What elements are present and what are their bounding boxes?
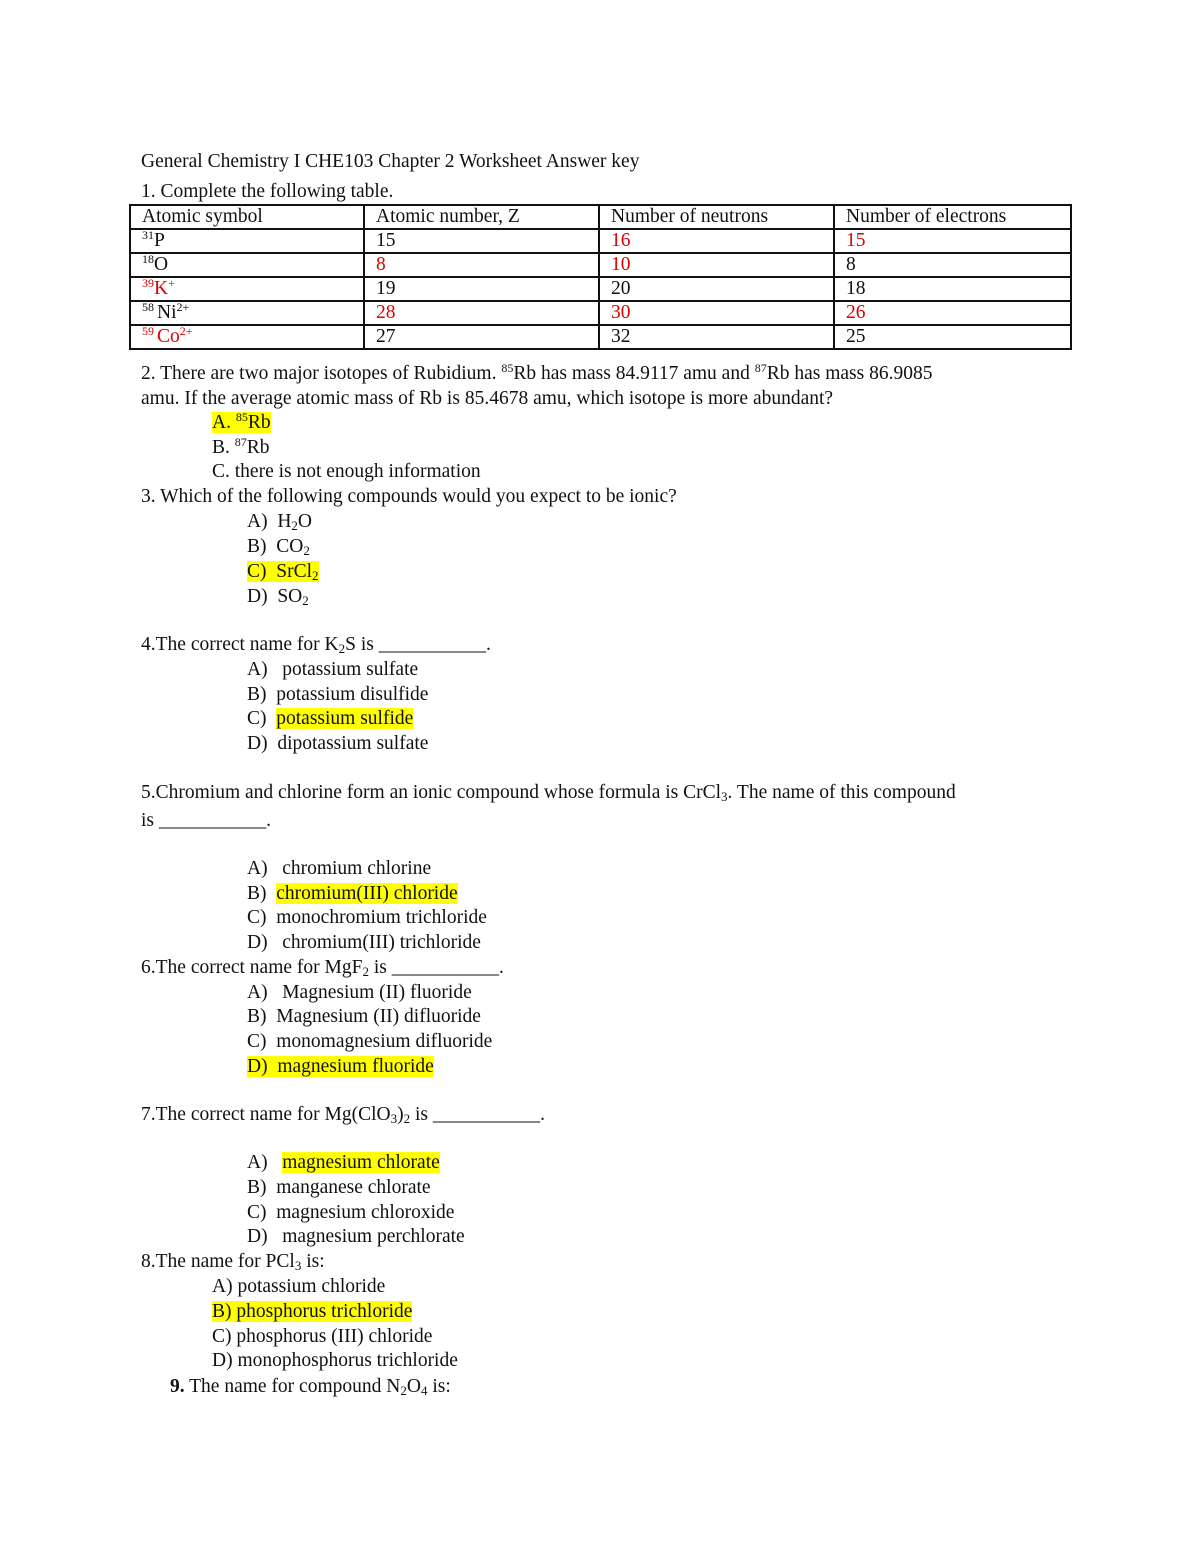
- q3-option-c: [247, 560, 319, 584]
- option-label: D): [247, 1226, 268, 1247]
- option-text: B) phosphorus trichloride: [212, 1301, 413, 1322]
- option-label: A): [247, 659, 268, 680]
- atomic-number-cell: 27: [364, 325, 599, 349]
- subscript: 2: [362, 964, 369, 979]
- option-label: A): [247, 858, 268, 879]
- option-text: magnesium perchlorate: [282, 1226, 465, 1247]
- table-row: [130, 325, 1071, 349]
- subscript: 2: [400, 1383, 407, 1398]
- neutrons-cell: 32: [599, 325, 834, 349]
- question-number: 9.: [170, 1376, 185, 1397]
- answer-highlight: [212, 412, 271, 433]
- option-text: dipotassium sulfate: [277, 733, 429, 754]
- q8-text-b: is:: [301, 1251, 325, 1272]
- option-text: H: [277, 511, 292, 532]
- q4-prompt: [141, 633, 491, 657]
- table-row: [130, 301, 1071, 325]
- q2-text-a: 2. There are two major isotopes of Rubidium.: [141, 363, 502, 384]
- q3-prompt: 3. Which of the following compounds would you expect to be ionic?: [141, 486, 677, 507]
- q2-option-c: C. there is not enough information: [212, 461, 481, 482]
- subscript: 2: [291, 518, 298, 533]
- q9-prompt: [170, 1375, 451, 1399]
- q5-text-a: 5.Chromium and chlorine form an ionic compound whose formula is CrCl: [141, 782, 722, 803]
- option-label: A): [247, 982, 268, 1003]
- neutrons-cell: 20: [599, 277, 834, 301]
- subscript: 4: [420, 1383, 428, 1398]
- q1-prompt: 1. Complete the following table.: [141, 181, 394, 202]
- q6-option-a: [247, 981, 472, 1005]
- electrons-cell: 15: [834, 229, 1071, 253]
- option-label: C): [247, 561, 267, 582]
- q5-option-d: [247, 931, 481, 955]
- q8-option-c: C) phosphorus (III) chloride: [212, 1326, 433, 1347]
- neutrons-cell: 10: [599, 253, 834, 277]
- atomic-number-cell: 19: [364, 277, 599, 301]
- option-label: B): [247, 536, 267, 557]
- ion-charge: +: [168, 277, 175, 290]
- option-text: chromium(III) chloride: [276, 883, 458, 904]
- option-text: monochromium trichloride: [276, 907, 487, 928]
- subscript: 3: [390, 1111, 398, 1126]
- subscript: 2: [338, 641, 346, 656]
- option-label: B): [247, 1006, 267, 1027]
- q6-option-b: [247, 1005, 481, 1029]
- option-text: Magnesium (II) difluoride: [276, 1006, 481, 1027]
- table-row: [130, 253, 1071, 277]
- q7-option-a: [247, 1151, 440, 1175]
- q3-option-b: [247, 535, 310, 559]
- option-label: D): [247, 932, 268, 953]
- answer-highlight: [247, 561, 319, 582]
- q7-option-d: [247, 1225, 465, 1249]
- answer-highlight: [247, 1056, 434, 1077]
- option-text: magnesium fluoride: [277, 1056, 434, 1077]
- q8-prompt: [141, 1250, 325, 1274]
- q2-prompt-line1: [141, 362, 932, 386]
- option-text: potassium disulfide: [276, 684, 429, 705]
- q8-option-a: A) potassium chloride: [212, 1276, 386, 1297]
- atomic-number-cell: 28: [364, 301, 599, 325]
- q2-option-b: [212, 436, 270, 460]
- option-text: Rb: [246, 437, 270, 458]
- electrons-cell: 18: [834, 277, 1071, 301]
- q4-option-a: [247, 658, 418, 682]
- q8-text-a: 8.The name for PCl: [141, 1251, 295, 1272]
- isotope-87-mass: 87: [234, 435, 247, 449]
- atomic-number-cell: 15: [364, 229, 599, 253]
- neutrons-cell: 16: [599, 229, 834, 253]
- option-text: chromium chlorine: [282, 858, 432, 879]
- column-header: Atomic symbol: [130, 205, 364, 229]
- table-header-row: [130, 205, 1071, 229]
- option-text: CO: [276, 536, 304, 557]
- q6-option-d: [247, 1055, 434, 1079]
- option-label: B.: [212, 437, 235, 458]
- option-text: Rb: [247, 412, 271, 433]
- subscript: 3: [294, 1258, 302, 1273]
- isotope-table: [129, 204, 1072, 350]
- option-label: A): [247, 1152, 268, 1173]
- q3-option-d: [247, 585, 309, 609]
- atomic-symbol-cell: [130, 301, 364, 325]
- mass-number: 59: [142, 325, 157, 338]
- q7-text-b: is ___________.: [410, 1104, 546, 1125]
- q6-prompt: [141, 956, 504, 980]
- table-row: [130, 277, 1071, 301]
- atomic-symbol-cell: [130, 229, 364, 253]
- element-symbol: Ni: [157, 302, 177, 323]
- q2-text-b: Rb has mass 84.9117 amu and: [513, 363, 755, 384]
- mass-number: 39: [142, 277, 154, 290]
- element-symbol: P: [154, 230, 165, 251]
- q8-option-b: [212, 1300, 412, 1324]
- element-symbol: Co: [157, 326, 180, 347]
- q2-option-a: [212, 411, 271, 435]
- q6-text-b: is ___________.: [368, 957, 504, 978]
- electrons-cell: 8: [834, 253, 1071, 277]
- option-label: C): [247, 1031, 267, 1052]
- mass-number: 18: [142, 253, 154, 266]
- q7-prompt: [141, 1103, 545, 1127]
- option-label: D): [247, 1056, 268, 1077]
- q7-text-a: 7.The correct name for Mg(ClO: [141, 1104, 391, 1125]
- option-label: A): [247, 511, 268, 532]
- option-text: Magnesium (II) fluoride: [282, 982, 472, 1003]
- q6-option-c: [247, 1030, 492, 1054]
- isotope-87-mass: 87: [754, 361, 767, 375]
- option-text: manganese chlorate: [276, 1177, 431, 1198]
- q4-option-c: [247, 707, 413, 731]
- atomic-number-cell: 8: [364, 253, 599, 277]
- isotope-85-mass: 85: [501, 361, 514, 375]
- q4-text-a: 4.The correct name for K: [141, 634, 339, 655]
- q8-option-d: D) monophosphorus trichloride: [212, 1350, 458, 1371]
- neutrons-cell: 30: [599, 301, 834, 325]
- q4-option-d: [247, 732, 428, 756]
- mass-number: 58: [142, 301, 157, 314]
- option-text: monomagnesium difluoride: [276, 1031, 493, 1052]
- q5-prompt-line2: is ___________.: [141, 810, 272, 831]
- atomic-symbol-cell: [130, 253, 364, 277]
- subscript: 3: [721, 789, 728, 804]
- q3-option-a: [247, 510, 312, 534]
- option-label: C): [247, 708, 267, 729]
- q5-option-b: [247, 882, 458, 906]
- subscript: 2: [312, 568, 319, 583]
- column-header: Number of neutrons: [599, 205, 834, 229]
- table-row: [130, 229, 1071, 253]
- isotope-85-mass: 85: [235, 410, 248, 424]
- option-text: potassium sulfate: [282, 659, 419, 680]
- q9-text-mid: O: [406, 1376, 421, 1397]
- subscript: 2: [302, 593, 309, 608]
- option-label: B): [247, 883, 267, 904]
- option-text: magnesium chlorate: [282, 1152, 440, 1173]
- option-label: D): [247, 733, 268, 754]
- atomic-symbol-cell: [130, 277, 364, 301]
- q9-text-a: The name for compound N: [184, 1376, 401, 1397]
- option-label: A.: [212, 412, 236, 433]
- electrons-cell: 26: [834, 301, 1071, 325]
- option-text: potassium sulfide: [276, 708, 414, 729]
- option-label: C): [247, 1202, 267, 1223]
- q5-option-c: [247, 906, 487, 930]
- element-symbol: O: [154, 254, 169, 275]
- ion-charge: 2+: [179, 325, 193, 338]
- q2-text-c: Rb has mass 86.9085: [766, 363, 933, 384]
- atomic-symbol-cell: [130, 325, 364, 349]
- option-text: magnesium chloroxide: [276, 1202, 455, 1223]
- q5-option-a: [247, 857, 431, 881]
- q5-prompt: [141, 781, 956, 805]
- q7-text-mid: ): [397, 1104, 404, 1125]
- option-label: C): [247, 907, 267, 928]
- option-text-tail: O: [297, 511, 313, 532]
- element-symbol: K: [154, 278, 169, 299]
- q4-text-b: S is ___________.: [345, 634, 491, 655]
- mass-number: 31: [142, 229, 154, 242]
- ion-charge: 2+: [176, 301, 190, 314]
- q7-option-c: [247, 1201, 454, 1225]
- q6-text-a: 6.The correct name for MgF: [141, 957, 363, 978]
- column-header: Atomic number, Z: [364, 205, 599, 229]
- option-text: SrCl: [276, 561, 313, 582]
- q5-text-b: . The name of this compound: [727, 782, 956, 803]
- q4-option-b: [247, 683, 428, 707]
- option-label: B): [247, 1177, 267, 1198]
- electrons-cell: 25: [834, 325, 1071, 349]
- q7-option-b: [247, 1176, 431, 1200]
- option-text: SO: [277, 586, 303, 607]
- option-label: B): [247, 684, 267, 705]
- option-label: D): [247, 586, 268, 607]
- q9-text-b: is:: [427, 1376, 451, 1397]
- q2-prompt-line2: amu. If the average atomic mass of Rb is 85.4678 amu, which isotope is more abundant?: [141, 388, 834, 409]
- column-header: Number of electrons: [834, 205, 1071, 229]
- subscript: 2: [303, 543, 310, 558]
- subscript: 2: [403, 1111, 411, 1126]
- page-title: General Chemistry I CHE103 Chapter 2 Worksheet Answer key: [141, 151, 640, 172]
- option-text: chromium(III) trichloride: [282, 932, 481, 953]
